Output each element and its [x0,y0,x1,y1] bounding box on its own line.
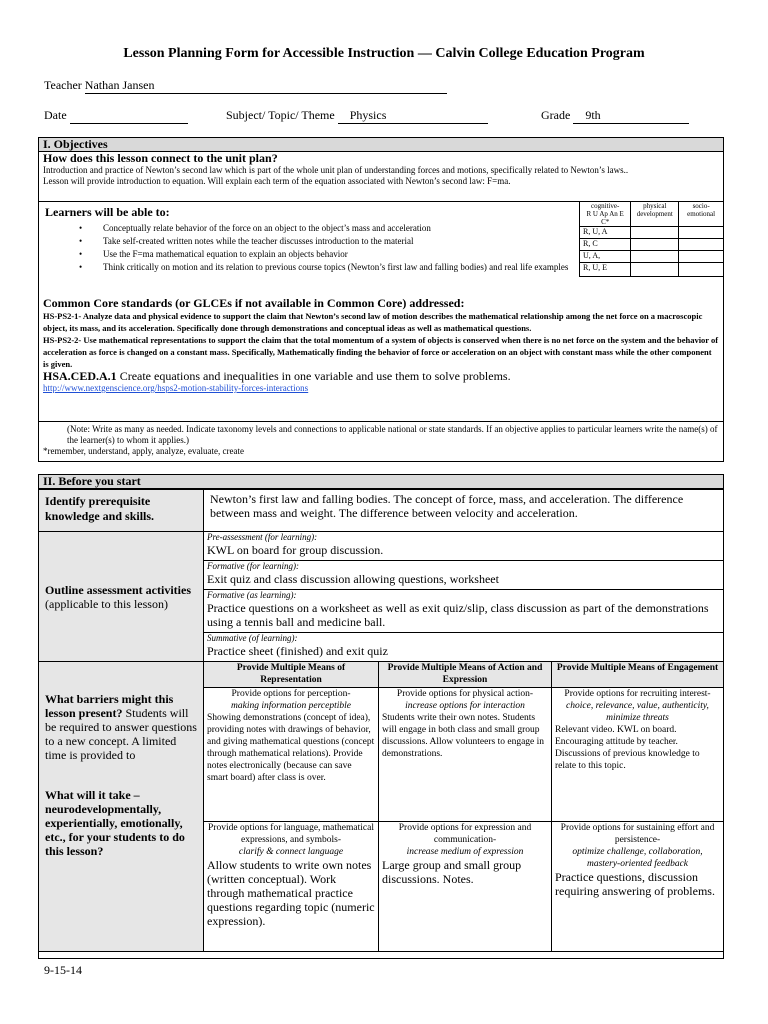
engagement-support-cell [552,822,724,952]
action-barrier-cell [379,688,552,822]
sum-text: Practice sheet (finished) and exit quiz [207,644,388,658]
form1-text: Exit quiz and class discussion allowing questions, worksheet [207,572,499,586]
phys-cell [631,251,679,263]
cc-heading: Common Core standards (or GLCEs if not available in Common Core) addressed: [43,296,465,310]
socio-cell [679,263,723,277]
list-item: • Conceptually relate behavior of the force on an object to the object’s mass and acceleration [103,222,593,235]
socio-cell [679,239,723,251]
common-core-block [39,296,723,394]
cog-cell: R, U, E [580,263,631,277]
connect-answer-1: Introduction and practice of Newton’s second law which is part of the whole unit plan of understanding forces and motions, specifically related to Newton’s laws.. [43,165,629,175]
objectives-heading: I. Objectives [39,138,723,152]
formative-1-cell [204,561,724,590]
before-start-section [38,474,724,959]
barrier-question: What barriers might this lesson present? [45,692,174,720]
phys-cell [631,227,679,239]
standards-link[interactable]: http://www.nextgenscience.org/hsps2-motion-stability-forces-interactions [43,383,309,393]
phys-cell [631,263,679,277]
r2c2-italic: increase medium of expression [406,847,524,857]
r2c1-head: Provide options for language, mathematical expressions, and symbols- [208,823,374,845]
grade-line [541,108,689,124]
col-engagement: Provide Multiple Means of Engagement [552,662,724,688]
grade-value: 9th [585,108,601,122]
pre-label: Pre-assessment (for learning): [207,532,318,542]
r1c3-body: Relevant video. KWL on board. Encouraging attitude by teacher. Discussions of previous knowledge to relate to this topic. [555,725,700,771]
col-cognitive-levels: R U Ap An E C* [586,210,624,226]
col-representation: Provide Multiple Means of Representation [204,662,379,688]
subject-label: Subject/ Topic/ Theme [226,108,335,122]
r2c1-italic: clarify & connect language [238,847,344,857]
engagement-barrier-cell [552,688,724,822]
r1c2-body: Students write their own notes. Students will engage in both class and small group discussions. Allow volunteers to engage in demonstrations. [382,713,545,759]
objectives-section [38,137,724,462]
r1c2-italic: increase options for interaction [405,701,525,711]
r1c2-head: Provide options for physical action- [396,689,534,699]
col-physical: physical development [631,202,679,227]
representation-barrier-cell [204,688,379,822]
prereq-text: Newton’s first law and falling bodies. The concept of force, mass, and acceleration. The difference between mass and weight. The difference between velocity and acceleration. [204,490,724,532]
cc-standard-3 [43,370,719,383]
r2c2-body: Large group and small group discussions. Notes. [382,858,522,886]
date-label: Date [44,108,67,122]
list-item: • Think critically on motion and its relation to previous course topics (Newton’s first law and falling bodies) and real life examples [103,261,593,274]
subject-value: Physics [349,108,387,122]
sum-label: Summative (of learning): [207,633,298,643]
pre-assessment-cell [204,532,724,561]
learners-block [39,201,723,272]
date-line [44,108,188,124]
r1c3-italic: choice, relevance, value, authenticity, minimize threats [566,701,709,723]
before-start-table [39,489,723,952]
cc3-code: HSA.CED.A.1 [43,369,117,383]
date-field[interactable] [70,108,188,124]
r1c1-head: Provide options for perception- [231,689,351,699]
assess-label: Outline assessment activities [45,582,191,597]
before-start-heading: II. Before you start [39,475,723,489]
take-question: What will it take – neurodevelopmentally, experientially, emotionally, etc., for your students to do this lesson? [45,788,185,858]
barriers-label-cell [39,662,204,952]
action-support-cell [379,822,552,952]
objectives-note [39,421,723,459]
form2-label: Formative (as learning): [207,590,297,600]
grade-label: Grade [541,108,571,122]
teacher-value: Nathan Jansen [84,78,155,92]
summative-cell [204,633,724,662]
note-text: (Note: Write as many as needed. Indicate taxonomy levels and connections to applicable national or state standards. If an objective applies to particular learners write the name(s) of the learner(s) to whom it applies.) [67,424,718,445]
form1-label: Formative (for learning): [207,561,299,571]
cc3-text: Create equations and inequalities in one variable and use them to solve problems. [119,369,511,383]
unit-connection [39,152,723,187]
r1c1-body: Showing demonstrations (concept of idea), providing notes with drawings of behavior, and giving mathematical questions (concept through mathematical relations). Provide notes electronically (because can save smart board) after class is over. [207,713,375,783]
list-item: • Use the F=ma mathematical equation to explain an objects behavior [103,248,593,261]
objectives-list [79,222,593,274]
teacher-label: Teacher [44,78,82,92]
footer-date: 9-15-14 [44,963,82,977]
assess-sub: (applicable to this lesson) [45,596,168,611]
col-action-expression: Provide Multiple Means of Action and Expression [379,662,552,688]
page-title: Lesson Planning Form for Accessible Instruction — Calvin College Education Program [123,46,645,61]
phys-cell [631,239,679,251]
socio-cell [679,227,723,239]
taxonomy-table [579,202,723,277]
cc-standard-1: HS-PS2-1- Analyze data and physical evidence to support the claim that Newton’s second law of motion describes the mathematical relationship among the net force on a macroscopic object, its mass, and its acceleration. Specifically done through demonstrations and conceptual ideas as well as mathematical questions. [43,311,703,333]
socio-cell [679,251,723,263]
r2c1-body: Allow students to write own notes (written conceptual). Work through mathematical practice questions regarding topic (numeric expression). [207,858,375,928]
barrier-text: Students will be required to answer questions to a new concept. A limited time is provided to [45,706,197,762]
cog-cell: R, U, A [580,227,631,239]
r2c2-head: Provide options for expression and communication- [398,823,532,845]
note-taxonomy: *remember, understand, apply, analyze, evaluate, create [43,446,244,456]
cog-cell: U, A, [580,251,631,263]
subject-field[interactable] [338,108,488,124]
cc-standard-2: HS-PS2-2- Use mathematical representations to support the claim that the total momentum of a system of objects is conserved when there is no net force on the system and the behavior of acceleration as force is changed on a constant mass. Specifically, Mathematically finding the behavior of force or acceleration on an object with constant mass while the other component is given. [43,335,719,369]
r2c3-head: Provide options for sustaining effort and persistence- [560,823,715,845]
cog-cell: R, C [580,239,631,251]
grade-field[interactable] [573,108,689,124]
subject-line [226,108,488,124]
col-socio: socio-emotional [679,202,723,227]
cc-link-row [43,383,719,394]
connect-answer-2: Lesson will provide introduction to equation. Will explain each term of the equation associated with Newton’s second law: F=ma. [43,176,511,186]
learners-label: Learners will be able to: [45,205,170,219]
r2c3-body: Practice questions, discussion requiring answering of problems. [555,870,715,898]
r2c3-italic: optimize challenge, collaboration, mastery-oriented feedback [572,847,703,869]
r1c1-italic: making information perceptible [231,701,351,711]
r1c3-head: Provide options for recruiting interest- [564,689,711,699]
pre-text: KWL on board for group discussion. [207,543,384,557]
formative-2-cell [204,590,724,633]
teacher-line [44,78,447,94]
connect-question: How does this lesson connect to the unit plan? [43,151,278,165]
assessment-label-cell [39,532,204,662]
representation-support-cell [204,822,379,952]
col-cognitive-label: cognitive- [590,202,620,210]
prereq-label: Identify prerequisite knowledge and skills. [39,490,204,532]
teacher-field[interactable] [85,78,447,94]
list-item: • Take self-created written notes while the teacher discusses introduction to the material [103,235,593,248]
form2-text: Practice questions on a worksheet as well as exit quiz/slip, class discussion as part of the demonstrations using a tennis ball and medicine ball. [207,601,709,629]
barrier-block [45,692,197,762]
